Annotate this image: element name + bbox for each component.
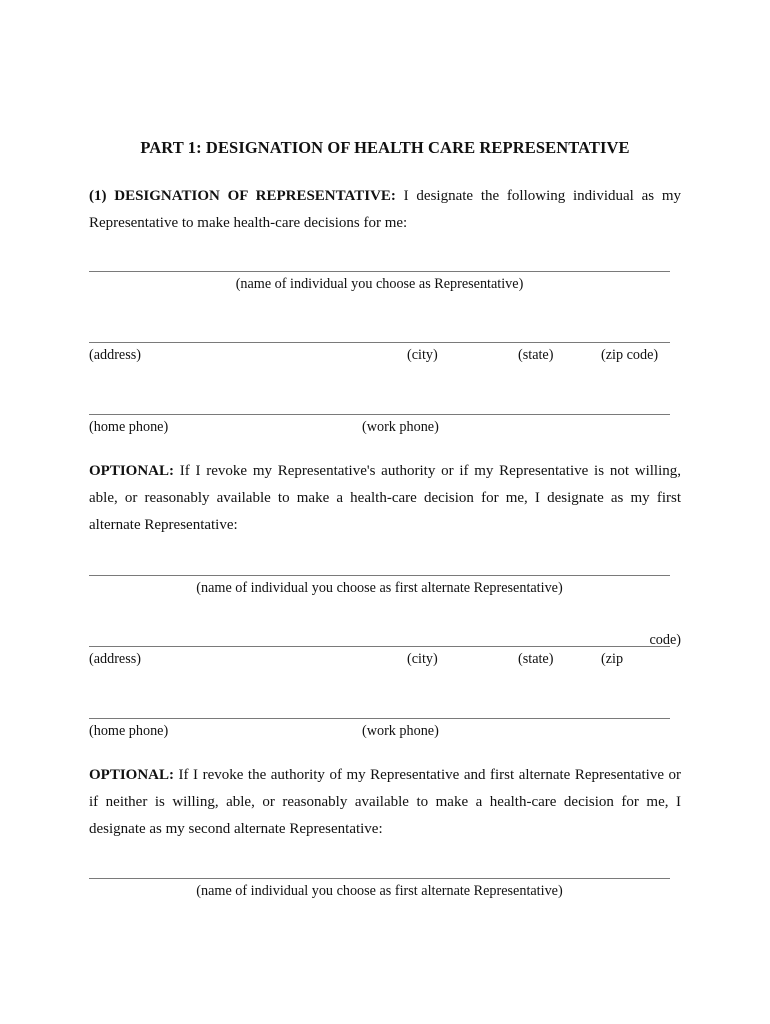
paragraph-optional-second-alternate [89,762,681,843]
field-caption-zip-wrapped-head-first-alternate: (zip [601,651,624,667]
field-caption-state-primary: (state) [518,347,554,363]
field-line-address-primary[interactable] [89,342,670,343]
field-line-address-first-alternate[interactable] [89,646,670,647]
field-caption-zip-primary: (zip code) [601,347,659,363]
field-caption-zip-wrapped-tail-first-alternate: code) [649,632,681,648]
paragraph-text-optional-second: If I revoke the authority of my Representative and first alternate Representative or if neither is willing, able, or reasonably available to make a health-care decision for me, I designate as my second alternate Representative: [89,767,681,837]
field-line-phone-primary[interactable] [89,414,670,415]
field-line-phone-first-alternate[interactable] [89,718,670,719]
paragraph-designation-of-representative [89,183,681,237]
paragraph-text-designation: I designate the following individual as my Representative to make health-care decisions for me: [89,188,681,231]
paragraph-optional-first-alternate [89,458,681,539]
field-caption-work-phone-first-alternate: (work phone) [362,723,439,739]
page-title: PART 1: DESIGNATION OF HEALTH CARE REPRESENTATIVE [140,138,630,157]
field-caption-home-phone-primary: (home phone) [89,419,169,435]
field-caption-city-primary: (city) [407,347,438,363]
field-caption-address-first-alternate: (address) [89,651,141,667]
paragraph-label-optional-second: OPTIONAL: [89,767,175,783]
paragraph-text-optional-first: If I revoke my Representative's authority or if my Representative is not willing, able, or reasonably available to make a health-care decision for me, I designate as my first alternate Representative: [89,463,681,533]
paragraph-label-optional-first: OPTIONAL: [89,463,175,479]
field-line-name-second-alternate[interactable] [89,878,670,879]
paragraph-label-designation: (1) DESIGNATION OF REPRESENTATIVE: [89,188,396,204]
field-line-name-primary[interactable] [89,271,670,272]
field-caption-city-first-alternate: (city) [407,651,438,667]
field-caption-work-phone-primary: (work phone) [362,419,439,435]
field-caption-name-second-alternate: (name of individual you choose as first alternate Representative) [196,883,563,899]
field-line-name-first-alternate[interactable] [89,575,670,576]
field-caption-name-first-alternate: (name of individual you choose as first alternate Representative) [196,580,563,596]
field-caption-address-primary: (address) [89,347,141,363]
field-caption-state-first-alternate: (state) [518,651,554,667]
field-caption-name-primary: (name of individual you choose as Representative) [235,276,524,292]
field-caption-home-phone-first-alternate: (home phone) [89,723,169,739]
